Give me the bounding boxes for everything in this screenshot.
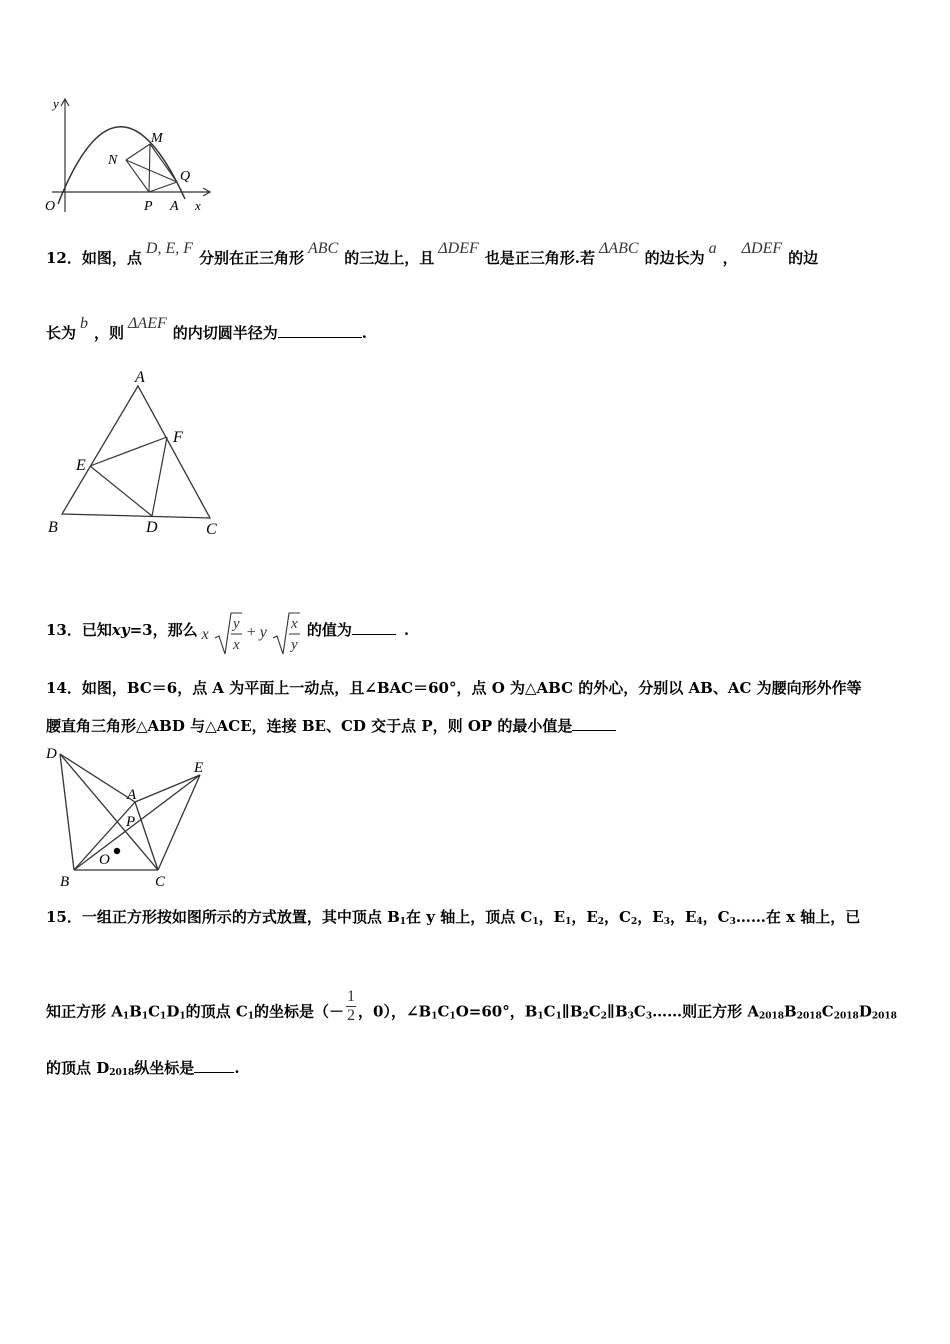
subscript: 1 [160, 1011, 167, 1022]
math-b: b [80, 315, 89, 332]
label-o: O [45, 199, 56, 214]
frac-den: 2 [347, 1007, 356, 1024]
answer-blank[interactable] [278, 323, 362, 338]
q12-text: 的边 [788, 249, 819, 267]
q15-text: ，E [538, 908, 566, 926]
plus-sign: + [246, 624, 256, 641]
q15-text: D [166, 1002, 180, 1021]
subscript: 1 [537, 1011, 544, 1022]
math-def: D, E, F [145, 240, 193, 257]
label-x: x [195, 198, 201, 213]
subscript: 1 [532, 917, 539, 927]
q13-number: 13． [46, 621, 82, 639]
q13-text: =3，那么 [129, 621, 198, 639]
sqrt-radical-2 [271, 610, 301, 656]
subscript: 1 [565, 917, 572, 927]
q12-text: 的边长为 [644, 249, 705, 267]
label-p: P [126, 814, 136, 830]
label-y: y [53, 96, 59, 111]
q15-text: B [129, 1002, 142, 1021]
subscript: 2018 [758, 1011, 785, 1022]
quad-figure [40, 740, 220, 890]
sqrt-expression [201, 616, 301, 666]
label-a: A [170, 199, 179, 214]
q15-text: ……在 x 轴上，已 [735, 908, 861, 926]
subscript: 1 [399, 917, 407, 927]
q15-text: 的顶点 D [46, 1059, 110, 1077]
q15-text: 知正方形 A [46, 1002, 123, 1021]
triangle-figure [40, 364, 230, 544]
q15-text: C [437, 1002, 450, 1021]
q12-text: 的内切圆半径为 [172, 324, 278, 342]
math-delta-def: ΔDEF [438, 240, 479, 257]
frac-den: y [290, 637, 298, 654]
label-e: E [194, 760, 204, 776]
subscript: 2 [597, 917, 605, 927]
q12-text: . [361, 324, 367, 342]
subscript: 1 [179, 1011, 186, 1022]
q13-text: 已知 [81, 621, 112, 639]
subscript: 3 [645, 1011, 653, 1022]
frac-den: x [232, 637, 240, 654]
subscript: 1 [141, 1011, 149, 1022]
q15-text: C [543, 1002, 556, 1021]
q13-text: 的值为 [306, 621, 352, 639]
label-n: N [108, 153, 118, 168]
answer-blank[interactable] [572, 716, 616, 731]
math-y: y [259, 624, 267, 641]
q15-text: C [633, 1002, 646, 1021]
q12-number: 12． [46, 249, 82, 267]
q15-text: 的坐标是（－ [254, 1002, 345, 1021]
q14-text: 腰直角三角形△ABD 与△ACE，连接 BE、CD 交于点 P，则 OP 的最小值是 [46, 717, 573, 735]
math-delta-def-2: ΔDEF [741, 240, 783, 257]
q15-text: ，C [604, 908, 631, 926]
q15-text: C [821, 1002, 834, 1021]
label-b: B [60, 874, 70, 890]
label-d: D [46, 746, 57, 762]
q15-text: 在 y 轴上，顶点 C [406, 908, 533, 926]
subscript: 2018 [109, 1068, 135, 1078]
q15-text: C [148, 1002, 161, 1021]
math-delta-aef: ΔAEF [128, 315, 167, 332]
label-b: B [48, 519, 58, 536]
answer-blank[interactable] [194, 1058, 234, 1073]
frac-num: y [232, 616, 240, 633]
subscript: 2018 [871, 1011, 897, 1022]
q15-text: . [234, 1059, 240, 1077]
parabola-figure [40, 94, 215, 219]
label-p: P [144, 199, 153, 214]
subscript: 3 [627, 1011, 634, 1022]
q15-line-3 [46, 1058, 240, 1083]
subscript: 1 [555, 1011, 562, 1022]
subscript: 4 [696, 917, 703, 927]
q13-text: . [403, 621, 410, 639]
q15-text: ，E [669, 908, 697, 926]
frac-num: x [290, 616, 298, 633]
subscript: 2018 [796, 1011, 822, 1022]
q12-text: 也是正三角形.若 [484, 249, 595, 267]
math-delta-abc: ΔABC [598, 240, 639, 257]
label-o: O [99, 852, 110, 868]
subscript: 1 [247, 1011, 255, 1022]
subscript: 2 [600, 1011, 607, 1022]
circumcenter-dot [114, 848, 120, 854]
frac-num: 1 [347, 988, 356, 1005]
label-e: E [76, 457, 86, 474]
math-a: a [708, 240, 717, 257]
q15-text: B [784, 1002, 797, 1021]
q12-text: 分别在正三角形 [199, 249, 305, 267]
subscript: 1 [122, 1011, 130, 1022]
label-a: A [135, 369, 145, 386]
label-f: F [173, 429, 183, 446]
label-m: M [151, 131, 163, 146]
math-xy: xy [111, 621, 130, 639]
sqrt-radical-1 [213, 610, 243, 656]
label-c: C [206, 521, 217, 538]
q15-text: ，E [571, 908, 598, 926]
subscript: 2 [582, 1011, 589, 1022]
q15-text: ……则正方形 A [652, 1002, 759, 1021]
subscript: 1 [431, 1011, 438, 1022]
math-x: x [201, 626, 209, 643]
label-a: A [127, 787, 137, 803]
q15-line-1 [46, 907, 860, 932]
q15-text: O=60°，B [455, 1002, 538, 1021]
label-q: Q [180, 169, 191, 184]
q12-text: 长为 [46, 324, 77, 342]
q12-text: 的三边上，且 [344, 249, 435, 267]
answer-blank[interactable] [352, 620, 396, 635]
q15-text: ，0），∠B [358, 1002, 432, 1021]
q15-text: 的顶点 C [185, 1002, 248, 1021]
q15-text: ，C [702, 908, 730, 926]
q15-text: C [588, 1002, 601, 1021]
q15-text: 15．一组正方形按如图所示的方式放置，其中顶点 B [46, 908, 400, 926]
q15-text: ∥B [607, 1002, 628, 1021]
subscript: 1 [449, 1011, 456, 1022]
q12-line-2 [46, 315, 367, 344]
subscript: 2 [631, 917, 638, 927]
subscript: 3 [663, 917, 670, 927]
label-d: D [146, 519, 158, 536]
math-abc: ABC [308, 240, 339, 257]
q15-line-2 [46, 988, 897, 1031]
label-c: C [155, 874, 166, 890]
subscript: 3 [729, 917, 736, 927]
q12-text: 如图，点 [81, 249, 142, 267]
subscript: 2018 [833, 1011, 859, 1022]
q14-line-2 [46, 716, 616, 736]
q15-text: 纵坐标是 [134, 1059, 195, 1077]
q12-text: ，则 [94, 324, 125, 342]
q12-text: ， [722, 249, 738, 267]
q14-line-1: 14．如图，BC＝6，点 A 为平面上一动点，且∠BAC＝60°，点 O 为△ABC 的外心，分别以 AB、AC 为腰向形外作等 [46, 679, 862, 697]
fraction-one-half [346, 988, 356, 1025]
q15-text: ，E [637, 908, 664, 926]
q12-line-1 [46, 240, 819, 269]
q13-line [46, 616, 410, 666]
q15-text: ∥B [561, 1002, 583, 1021]
q15-text: D [858, 1002, 872, 1021]
